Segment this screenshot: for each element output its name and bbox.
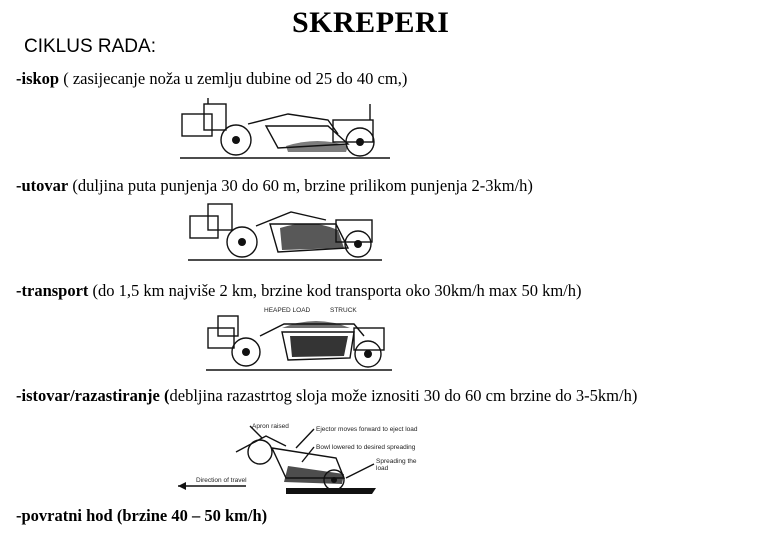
step-term: -utovar [16, 176, 69, 195]
scraper-unloading-diagram [176, 418, 448, 496]
step-term: -povratni hod (brzine 40 – 50 km/h) [16, 506, 268, 525]
step-term: -transport [16, 281, 89, 300]
step-term: -istovar/razastiranje ( [16, 386, 170, 405]
heaped-load-label: HEAPED LOAD [264, 307, 311, 314]
page-title: SKREPERI [292, 6, 450, 39]
load-label: load [376, 465, 389, 472]
step-return [16, 506, 267, 526]
ejector-label: Ejector moves forward to eject load [316, 426, 418, 433]
apron-raised-label: Apron raised [252, 423, 289, 430]
step-detail: debljina razastrtog sloja može iznositi 30 do 60 cm brzine do 3-5km/h) [169, 386, 638, 405]
spreading-label: Spreading the [376, 458, 417, 465]
step-excavation [16, 69, 407, 89]
step-loading [16, 176, 533, 196]
direction-label: Direction of travel [196, 477, 247, 484]
step-unloading [16, 386, 637, 406]
step-detail: ( zasijecanje noža u zemlju dubine od 25 do 40 cm,) [59, 69, 408, 88]
step-term: -iskop [16, 69, 60, 88]
struck-label: STRUCK [330, 307, 357, 314]
step-detail: (duljina puta punjenja 30 do 60 m, brzine prilikom punjenja 2-3km/h) [68, 176, 533, 195]
scraper-transport-illustration [204, 302, 396, 374]
scraper-loading-illustration [186, 198, 386, 264]
bowl-label: Bowl lowered to desired spreading [316, 444, 416, 451]
step-transport [16, 281, 582, 301]
cycle-subtitle: CIKLUS RADA: [24, 36, 156, 57]
step-detail: (do 1,5 km najviše 2 km, brzine kod transporta oko 30km/h max 50 km/h) [88, 281, 582, 300]
scraper-excavation-illustration [178, 96, 393, 162]
